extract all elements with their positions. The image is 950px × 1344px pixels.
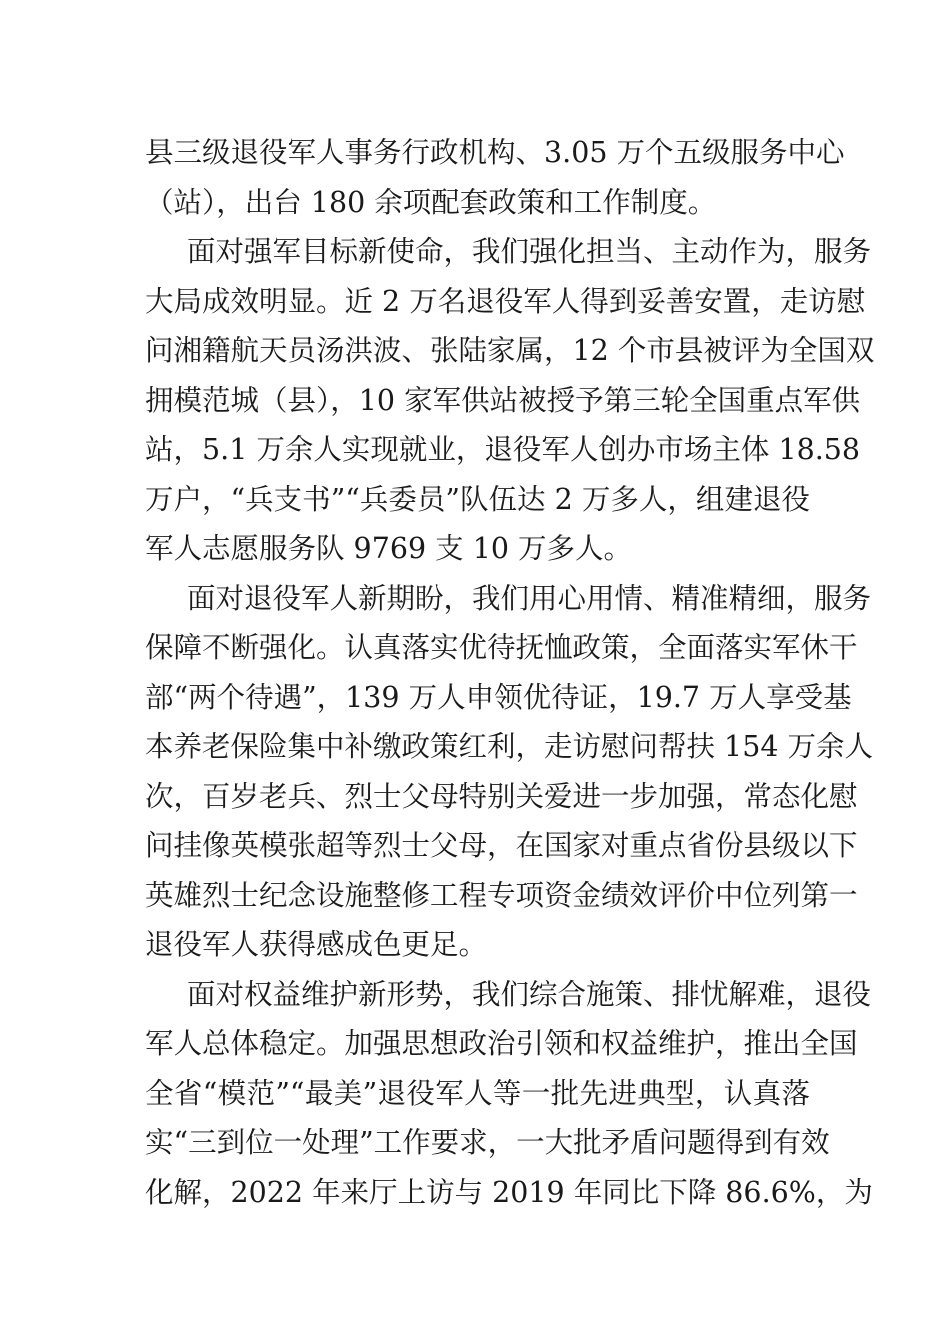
text-line: 军人总体稳定。加强思想政治引领和权益维护，推出全国: [145, 1027, 858, 1060]
text-line: 实“三到位一处理”工作要求，一大批矛盾问题得到有效: [145, 1126, 830, 1159]
text-line: 本养老保险集中补缴政策红利，走访慰问帮扶 154 万余人: [145, 730, 874, 763]
text-line: 退役军人获得感成色更足。: [145, 928, 488, 961]
text-line: 问湘籍航天员汤洪波、张陆家属，12 个市县被评为全国双: [145, 334, 875, 367]
paragraph-4: [145, 970, 873, 1218]
text-line: 面对权益维护新形势，我们综合施策、排忧解难，退役: [187, 977, 872, 1011]
text-line: 保障不断强化。认真落实优待抚恤政策，全面落实军休干: [145, 631, 858, 664]
paragraph-1: [145, 128, 845, 227]
text-line: 面对退役军人新期盼，我们用心用情、精准精细，服务: [187, 581, 872, 615]
text-line: 站，5.1 万余人实现就业，退役军人创办市场主体 18.58: [145, 433, 861, 466]
body-text: [145, 128, 875, 1217]
paragraph-2: [145, 227, 875, 574]
text-line: （站），出台 180 余项配套政策和工作制度。: [145, 185, 717, 219]
text-line: 拥模范城（县），10 家军供站被授予第三轮全国重点军供: [145, 383, 861, 417]
text-line: 化解，2022 年来厅上访与 2019 年同比下降 86.6%，为: [145, 1175, 873, 1209]
text-line: 军人志愿服务队 9769 支 10 万多人。: [145, 532, 633, 565]
text-line: 问挂像英模张超等烈士父母，在国家对重点省份县级以下: [145, 829, 858, 862]
text-line: 大局成效明显。近 2 万名退役军人得到妥善安置，走访慰: [145, 284, 866, 318]
text-line: 英雄烈士纪念设施整修工程专项资金绩效评价中位列第一: [145, 878, 858, 912]
text-line: 次，百岁老兵、烈士父母特别关爱进一步加强，常态化慰: [145, 779, 858, 813]
text-line: 全省“模范”“最美”退役军人等一批先进典型，认真落: [145, 1076, 810, 1110]
text-line: 万户，“兵支书”“兵委员”队伍达 2 万多人，组建退役: [145, 482, 810, 516]
paragraph-3: [145, 574, 874, 970]
text-line: 面对强军目标新使命，我们强化担当、主动作为，服务: [187, 235, 872, 268]
text-line: 部“两个待遇”，139 万人申领优待证，19.7 万人享受基: [145, 680, 852, 714]
text-line: 县三级退役军人事务行政机构、3.05 万个五级服务中心: [145, 136, 845, 169]
